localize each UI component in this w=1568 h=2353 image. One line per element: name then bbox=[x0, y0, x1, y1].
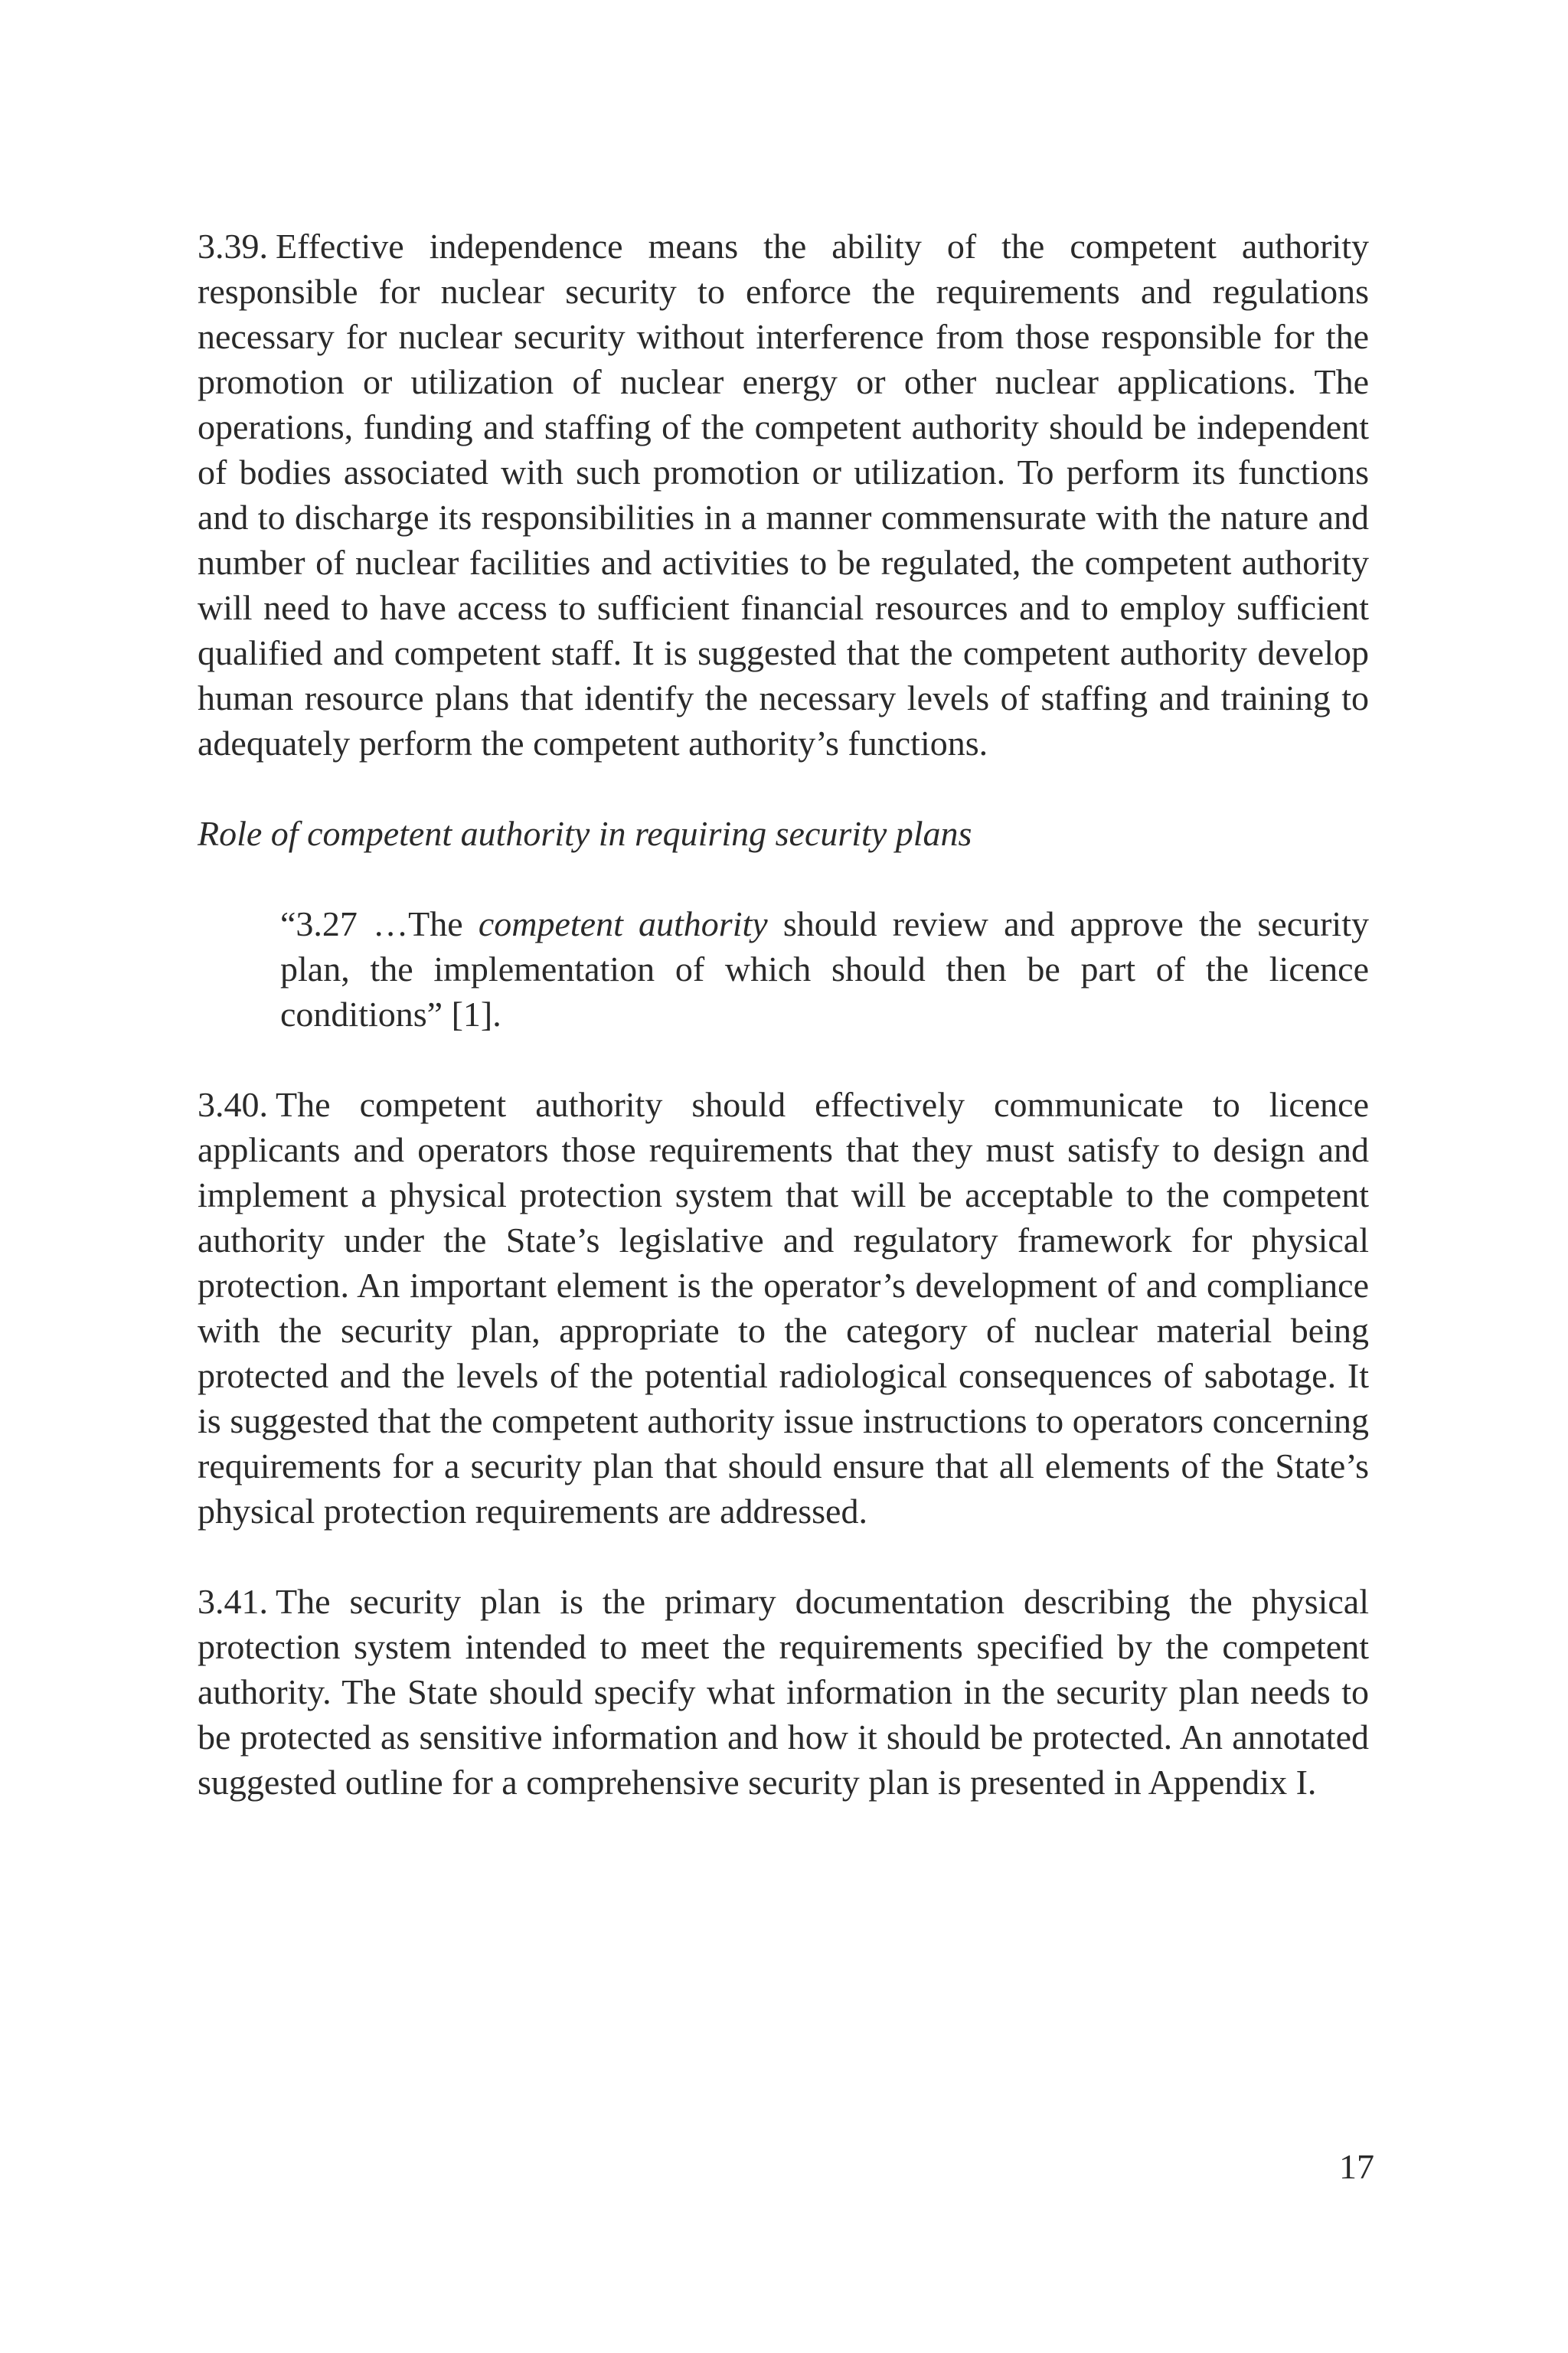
paragraph-3-39 bbox=[198, 224, 1369, 766]
quote-emphasis: competent authority bbox=[478, 904, 768, 943]
section-heading: Role of competent authority in requiring security plans bbox=[198, 814, 972, 853]
paragraph-text: The security plan is the primary documentation describing the physical protection system intended to meet the requirements specified by the competent authority. The State should specify what information in the security plan needs to be protected as sensitive information and how it should be protected. An annotated suggested outline for a comprehensive security plan is presented in Appendix I. bbox=[198, 1582, 1369, 1802]
paragraph-3-40 bbox=[198, 1082, 1369, 1534]
quote-suffix: should review and approve the security plan, the implementation of which should then be part of the licence conditions” [1]. bbox=[280, 904, 1369, 1034]
paragraph-number: 3.41. bbox=[198, 1582, 268, 1621]
paragraph-text: Effective independence means the ability of the competent authority responsible for nuclear security to enforce the requirements and regulations necessary for nuclear security without interference from those responsible for the promotion or utilization of nuclear energy or other nuclear applications. The operations, funding and staffing of the competent authority should be independent of bodies associated with such promotion or utilization. To perform its functions and to discharge its responsibilities in a manner commensurate with the nature and number of nuclear facilities and activities to be regulated, the competent authority will need to have access to sufficient financial resources and to employ sufficient qualified and competent staff. It is suggested that the competent authority develop human resource plans that identify the necessary levels of staffing and training to adequately perform the competent authority’s functions. bbox=[198, 227, 1369, 763]
block-quote bbox=[198, 901, 1369, 1037]
page-number: 17 bbox=[1339, 2147, 1374, 2186]
paragraph-text: The competent authority should effectively communicate to licence applicants and operators those requirements that they must satisfy to design and implement a physical protection system that will be acceptable to the competent authority under the State’s legislative and regulatory framework for physical protection. An important element is the operator’s development of and compliance with the security plan, appropriate to the category of nuclear material being protected and the levels of the potential radiological consequences of sabotage. It is suggested that the competent authority issue instructions to operators concerning requirements for a security plan that should ensure that all elements of the State’s physical protection requirements are addressed. bbox=[198, 1085, 1369, 1531]
quote-prefix: “3.27 …The bbox=[280, 904, 479, 943]
paragraph-number: 3.40. bbox=[198, 1085, 268, 1124]
paragraph-3-41 bbox=[198, 1579, 1369, 1805]
page-body bbox=[198, 224, 1369, 1805]
paragraph-number: 3.39. bbox=[198, 227, 268, 266]
